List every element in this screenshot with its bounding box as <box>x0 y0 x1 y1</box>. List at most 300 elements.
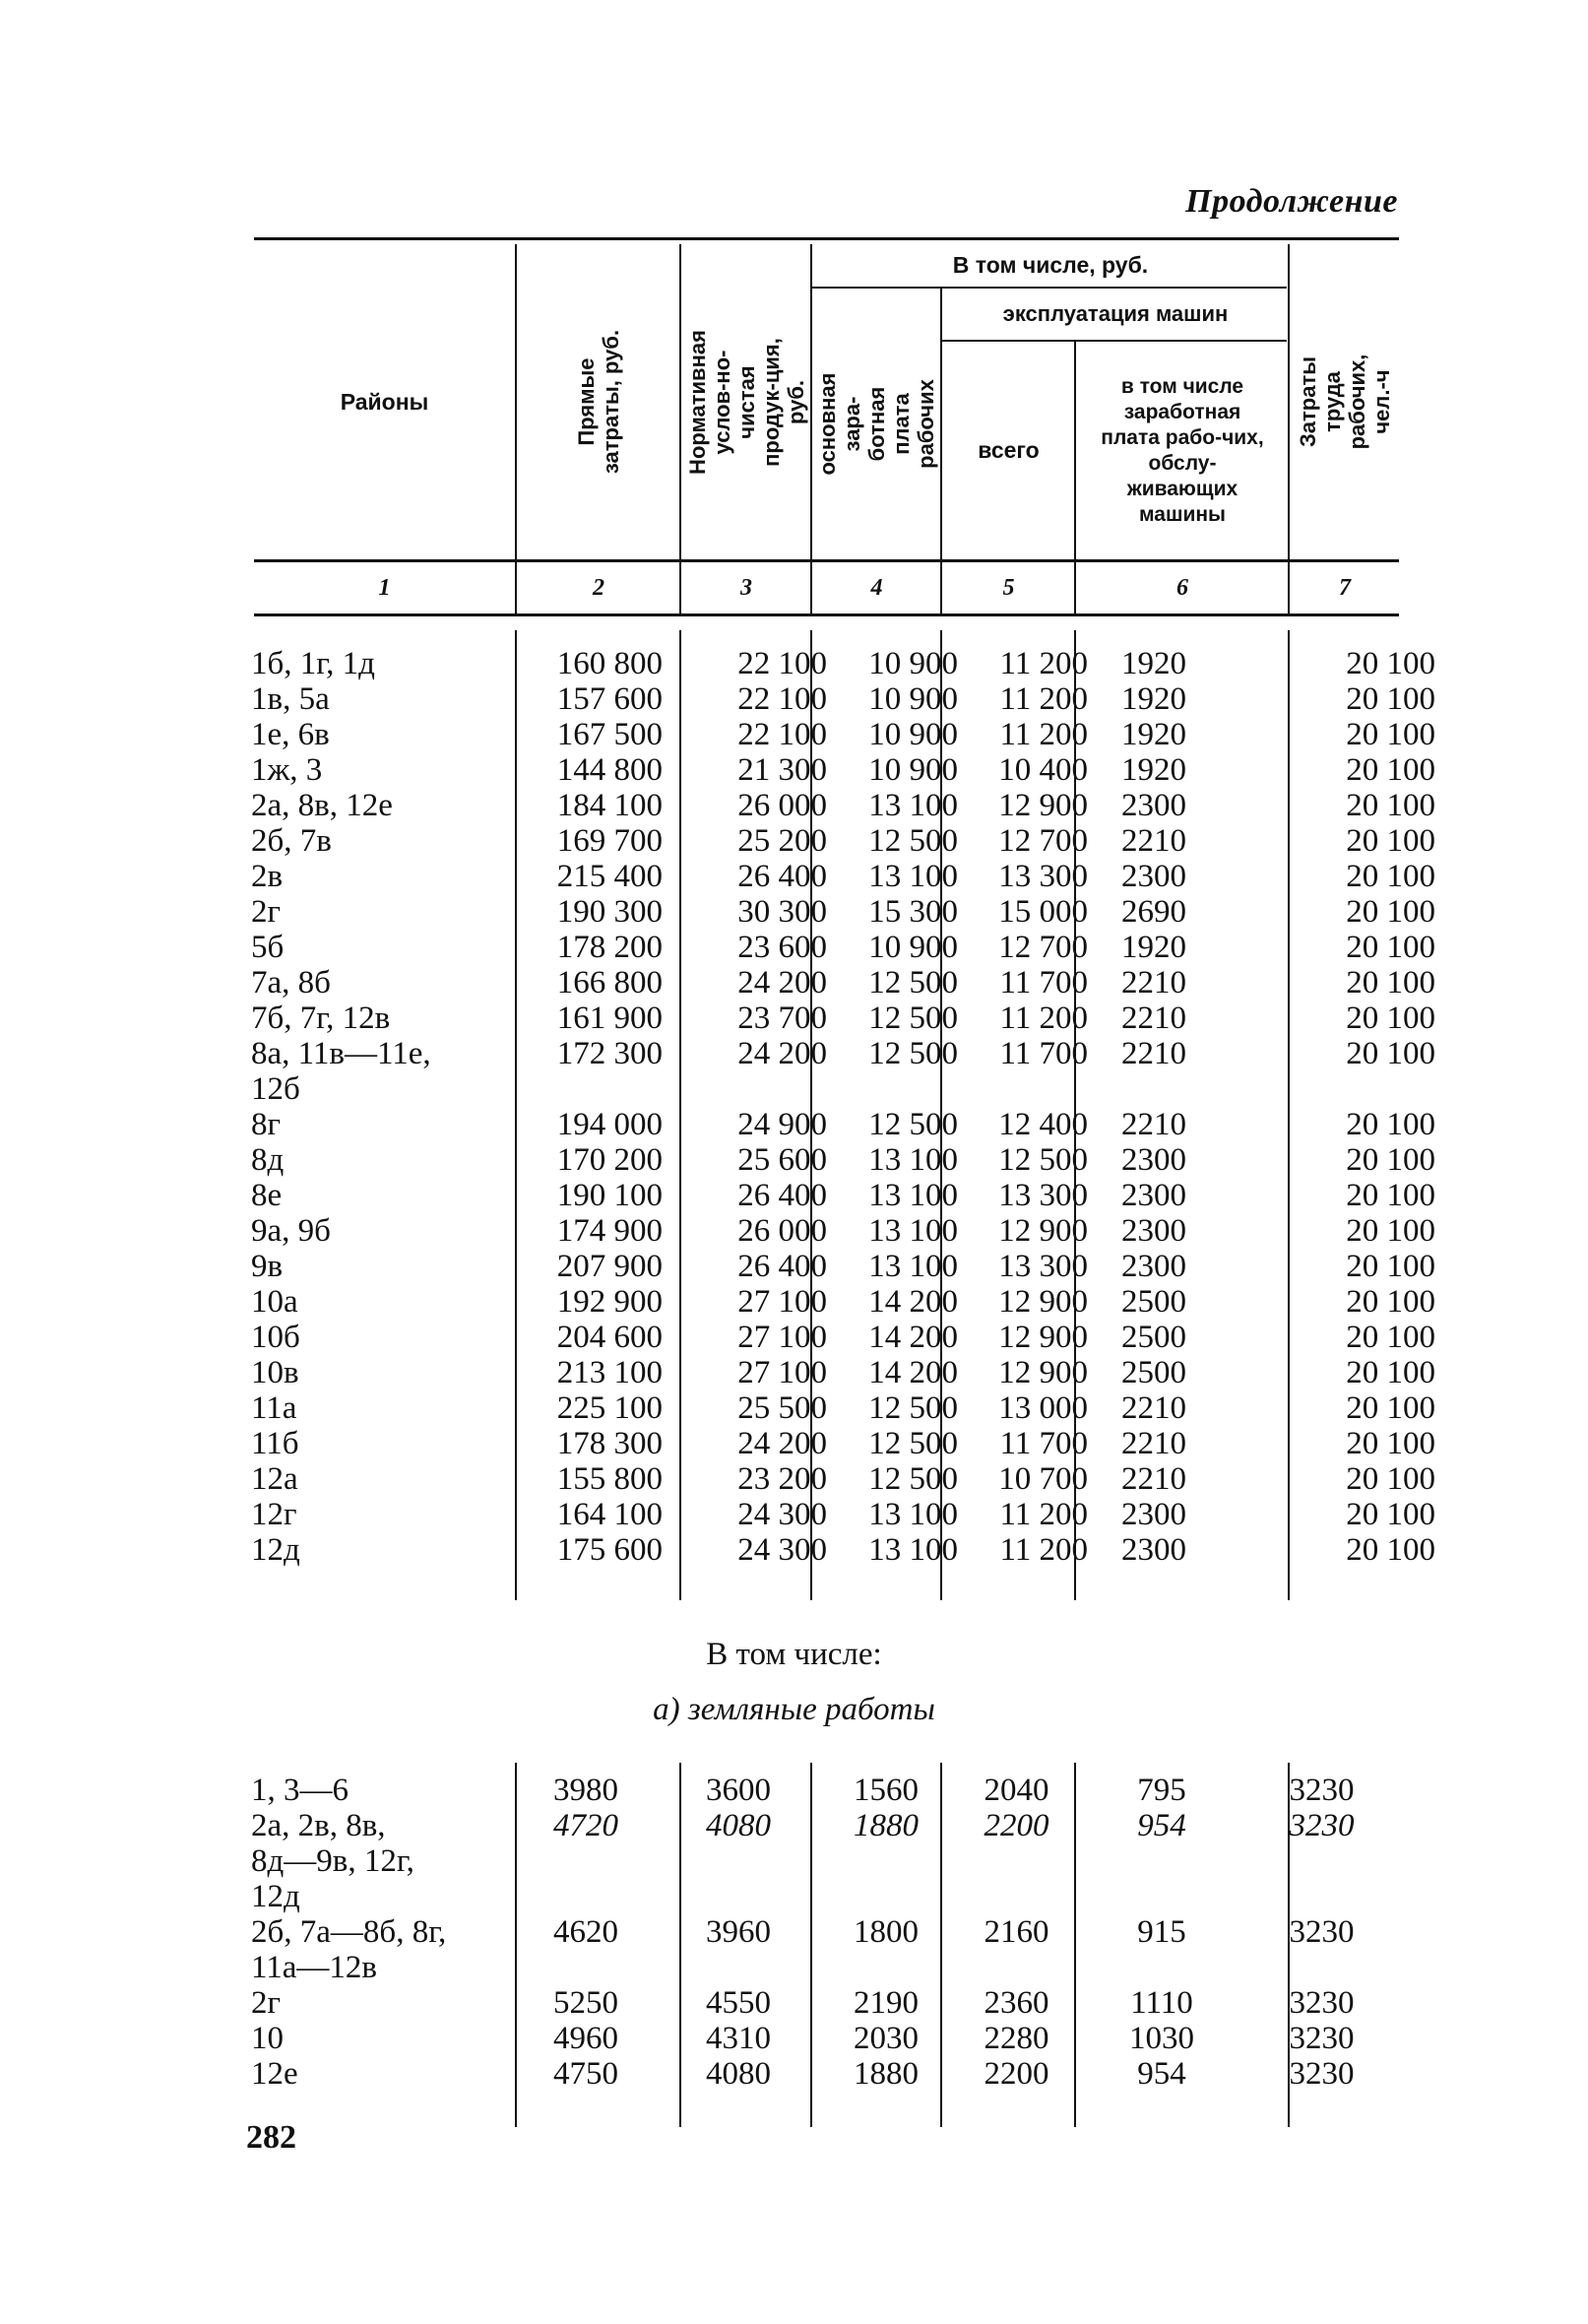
value-cell-c6: 2300 <box>1121 1178 1186 1213</box>
value-cell-c4 <box>822 1879 950 1914</box>
value-cell-c5: 12 500 <box>998 1142 1088 1178</box>
main-table-body <box>251 646 1449 1568</box>
value-cell-c6: 2300 <box>1121 859 1186 894</box>
value-cell-c5: 12 700 <box>998 930 1088 965</box>
value-cell-c3: 3960 <box>706 1914 771 1950</box>
district-cell: 11б <box>251 1426 299 1461</box>
value-cell-c6 <box>1083 1879 1240 1914</box>
header-base-wage-label: основная зара-ботная плата рабочих <box>815 372 938 476</box>
value-cell-c5: 2360 <box>984 1985 1049 2021</box>
district-cell: 1е, 6в <box>251 717 330 752</box>
value-cell-c3: 24 200 <box>737 1426 827 1461</box>
value-cell-c3: 4080 <box>706 2056 771 2092</box>
value-cell-c3: 3600 <box>706 1773 771 1808</box>
value-cell-c3: 26 000 <box>737 788 827 823</box>
value-cell-c5: 13 300 <box>998 859 1088 894</box>
value-cell-c6: 2300 <box>1121 788 1186 823</box>
value-cell-c5 <box>972 1071 1102 1107</box>
value-cell-c7: 20 100 <box>1346 965 1435 1001</box>
value-cell-c3: 26 400 <box>737 859 827 894</box>
value-cell-c6: 2500 <box>1121 1320 1186 1355</box>
numrow-vline-3 <box>810 562 812 613</box>
header-vline-3 <box>810 244 812 559</box>
value-cell-c5: 11 700 <box>999 1426 1088 1461</box>
value-cell-c4: 1560 <box>854 1773 919 1808</box>
value-cell-c3: 27 100 <box>737 1284 827 1320</box>
header-vline-4 <box>940 289 942 559</box>
column-numbers-bottom-rule <box>254 613 1399 616</box>
value-cell-c7: 20 100 <box>1346 1284 1435 1320</box>
column-number-3: 3 <box>740 574 752 601</box>
district-cell: 11а—12в <box>251 1950 378 1985</box>
value-cell-c2: 178 300 <box>556 1426 663 1461</box>
district-cell: 1, 3—6 <box>251 1773 349 1808</box>
value-cell-c5: 13 300 <box>998 1178 1088 1213</box>
value-cell-c5: 11 200 <box>999 1001 1088 1036</box>
header-total-label: всего <box>978 437 1040 463</box>
value-cell-c2: 225 100 <box>556 1390 663 1426</box>
header-wage-of-workers-label: в том числе заработная плата рабо-чих, обслу-живающих машины <box>1101 374 1264 526</box>
numrow-vline-1 <box>515 562 517 613</box>
table-row <box>251 1808 1403 1843</box>
value-cell-c2: 194 000 <box>556 1107 663 1142</box>
value-cell-c5: 2040 <box>984 1773 1049 1808</box>
value-cell-c7: 3230 <box>1289 1773 1355 1808</box>
value-cell-c7 <box>1240 1950 1403 1985</box>
table-row <box>251 1142 1449 1178</box>
value-cell-c6: 954 <box>1137 2056 1186 2092</box>
header-normative-output-label: Нормативная услов-но-чистая продук-ция, руб. <box>684 329 808 475</box>
value-cell-c6: 2210 <box>1121 965 1186 1001</box>
table-row <box>251 717 1449 752</box>
value-cell-c4: 13 100 <box>868 1142 958 1178</box>
value-cell-c4: 1800 <box>854 1914 919 1950</box>
value-cell-c5: 13 300 <box>998 1249 1088 1284</box>
district-cell: 12б <box>251 1071 300 1107</box>
continued-label: Продолжение <box>1185 183 1398 220</box>
value-cell-c5: 11 200 <box>999 646 1088 681</box>
value-cell-c3: 26 000 <box>737 1213 827 1249</box>
value-cell-c3: 24 900 <box>737 1107 827 1142</box>
value-cell-c7: 20 100 <box>1346 752 1435 788</box>
value-cell-c5: 11 200 <box>999 681 1088 717</box>
district-cell: 9в <box>251 1249 284 1284</box>
value-cell-c5: 11 700 <box>999 965 1088 1001</box>
value-cell-c2: 4720 <box>553 1808 618 1843</box>
value-cell-c4: 14 200 <box>868 1284 958 1320</box>
header-including <box>813 244 1288 287</box>
value-cell-c2: 190 300 <box>556 894 663 930</box>
district-cell: 10 <box>251 2021 284 2056</box>
value-cell-c2: 164 100 <box>556 1497 663 1532</box>
value-cell-c6: 2300 <box>1121 1142 1186 1178</box>
value-cell-c2: 166 800 <box>556 965 663 1001</box>
value-cell-c5: 12 900 <box>998 1320 1088 1355</box>
value-cell-c5: 11 200 <box>999 717 1088 752</box>
value-cell-c7: 20 100 <box>1346 1497 1435 1532</box>
value-cell-c4: 10 900 <box>868 717 958 752</box>
value-cell-c4: 12 500 <box>868 823 958 859</box>
value-cell-c2: 160 800 <box>556 646 663 681</box>
value-cell-c2: 155 800 <box>556 1461 663 1497</box>
table-row <box>251 681 1449 717</box>
value-cell-c7: 20 100 <box>1346 1249 1435 1284</box>
value-cell-c6: 2500 <box>1121 1284 1186 1320</box>
table-row <box>251 1532 1449 1568</box>
district-cell: 11а <box>251 1390 297 1426</box>
value-cell-c2: 3980 <box>553 1773 618 1808</box>
table-row <box>251 646 1449 681</box>
value-cell-c6: 1110 <box>1130 1985 1193 2021</box>
header-direct-costs-label: Прямые затраты, руб. <box>574 329 623 475</box>
table-row <box>251 1879 1403 1914</box>
header-including-label: В том числе, руб. <box>952 252 1149 278</box>
value-cell-c2: 4620 <box>553 1914 618 1950</box>
value-cell-c7: 20 100 <box>1346 1461 1435 1497</box>
value-cell-c3: 25 500 <box>737 1390 827 1426</box>
value-cell-c2: 175 600 <box>556 1532 663 1568</box>
table-row <box>251 894 1449 930</box>
table-row <box>251 1178 1449 1213</box>
numrow-vline-2 <box>679 562 681 613</box>
district-cell: 5б <box>251 930 285 965</box>
district-cell: 2б, 7а—8б, 8г, <box>251 1914 447 1950</box>
table-row <box>251 1461 1449 1497</box>
district-cell: 7а, 8б <box>251 965 331 1001</box>
value-cell-c7: 20 100 <box>1346 1213 1435 1249</box>
value-cell-c7: 20 100 <box>1346 681 1435 717</box>
value-cell-c4: 13 100 <box>868 1497 958 1532</box>
header-machine-operation-label: эксплуатация машин <box>1002 301 1229 326</box>
value-cell-c5 <box>950 1950 1083 1985</box>
value-cell-c3: 24 300 <box>737 1497 827 1532</box>
value-cell-c5: 12 900 <box>998 1355 1088 1390</box>
value-cell-c2 <box>517 1879 655 1914</box>
value-cell-c6: 954 <box>1137 1808 1186 1843</box>
header-direct-costs <box>518 244 679 559</box>
value-cell-c4: 14 200 <box>868 1320 958 1355</box>
value-cell-c4: 13 100 <box>868 1178 958 1213</box>
value-cell-c3: 4550 <box>706 1985 771 2021</box>
district-cell: 10в <box>251 1355 299 1390</box>
table-row <box>251 788 1449 823</box>
value-cell-c3: 25 600 <box>737 1142 827 1178</box>
column-number-1: 1 <box>378 574 391 601</box>
value-cell-c5: 12 900 <box>998 788 1088 823</box>
value-cell-c7: 20 100 <box>1346 1107 1435 1142</box>
value-cell-c2: 172 300 <box>556 1036 663 1071</box>
value-cell-c2: 213 100 <box>556 1355 663 1390</box>
district-cell: 8д—9в, 12г, <box>251 1843 414 1879</box>
value-cell-c7: 3230 <box>1289 1914 1355 1950</box>
value-cell-c5: 11 200 <box>999 1497 1088 1532</box>
main-table <box>251 646 1449 1568</box>
value-cell-c6: 2210 <box>1121 1426 1186 1461</box>
value-cell-c4: 12 500 <box>868 1107 958 1142</box>
value-cell-c2: 167 500 <box>556 717 663 752</box>
header-base-wage <box>813 289 940 559</box>
value-cell-c7: 20 100 <box>1346 1178 1435 1213</box>
value-cell-c7 <box>1236 1071 1449 1107</box>
value-cell-c3: 25 200 <box>737 823 827 859</box>
value-cell-c6 <box>1083 1843 1240 1879</box>
value-cell-c4: 13 100 <box>868 1213 958 1249</box>
header-total <box>943 342 1074 559</box>
value-cell-c4: 12 500 <box>868 965 958 1001</box>
value-cell-c3: 23 600 <box>737 930 827 965</box>
value-cell-c4: 10 900 <box>868 752 958 788</box>
value-cell-c4 <box>841 1071 972 1107</box>
value-cell-c2: 5250 <box>553 1985 618 2021</box>
value-cell-c7: 20 100 <box>1346 930 1435 965</box>
district-cell: 9а, 9б <box>251 1213 331 1249</box>
value-cell-c3: 4080 <box>706 1808 771 1843</box>
district-cell: 2б, 7в <box>251 823 332 859</box>
value-cell-c5: 10 700 <box>998 1461 1088 1497</box>
header-vline-5 <box>1074 342 1076 559</box>
value-cell-c6: 1920 <box>1121 646 1186 681</box>
value-cell-c3: 22 100 <box>737 717 827 752</box>
column-number-5: 5 <box>1002 574 1015 601</box>
district-cell: 10б <box>251 1320 300 1355</box>
table-row <box>251 1284 1449 1320</box>
value-cell-c4: 10 900 <box>868 681 958 717</box>
value-cell-c7: 20 100 <box>1346 1426 1435 1461</box>
column-number-7: 7 <box>1339 574 1351 601</box>
table-row <box>251 1843 1403 1879</box>
value-cell-c5: 11 700 <box>999 1036 1088 1071</box>
value-cell-c5: 10 400 <box>998 752 1088 788</box>
value-cell-c6: 1920 <box>1121 752 1186 788</box>
header-wage-of-workers <box>1077 342 1288 559</box>
value-cell-c5 <box>950 1879 1083 1914</box>
value-cell-c2: 169 700 <box>556 823 663 859</box>
value-cell-c5: 12 900 <box>998 1213 1088 1249</box>
value-cell-c2: 174 900 <box>556 1213 663 1249</box>
value-cell-c3: 23 200 <box>737 1461 827 1497</box>
table-row <box>251 1914 1403 1950</box>
value-cell-c7: 20 100 <box>1346 1001 1435 1036</box>
table-row <box>251 1001 1449 1036</box>
table-row <box>251 1426 1449 1461</box>
value-cell-c3: 22 100 <box>737 681 827 717</box>
earthworks-table-body <box>251 1773 1403 2092</box>
value-cell-c5: 12 900 <box>998 1284 1088 1320</box>
district-cell: 8е <box>251 1178 283 1213</box>
value-cell-c6: 2210 <box>1121 1001 1186 1036</box>
table-row <box>251 2021 1403 2056</box>
district-cell: 12а <box>251 1461 298 1497</box>
value-cell-c2: 157 600 <box>556 681 663 717</box>
district-cell: 12е <box>251 2056 298 2092</box>
table-row <box>251 859 1449 894</box>
value-cell-c6: 2300 <box>1121 1249 1186 1284</box>
table-row <box>251 965 1449 1001</box>
value-cell-c4: 15 300 <box>868 894 958 930</box>
value-cell-c7: 3230 <box>1289 2021 1355 2056</box>
header-machine-operation <box>943 289 1288 340</box>
value-cell-c4: 12 500 <box>868 1426 958 1461</box>
value-cell-c2: 192 900 <box>556 1284 663 1320</box>
value-cell-c4: 13 100 <box>868 788 958 823</box>
header-districts <box>254 244 515 559</box>
district-cell: 1б, 1г, 1д <box>251 646 375 681</box>
header-vline-2 <box>679 244 681 559</box>
district-cell: 1ж, 3 <box>251 752 323 788</box>
value-cell-c3: 22 100 <box>737 646 827 681</box>
numrow-vline-4 <box>940 562 942 613</box>
value-cell-c2: 4750 <box>553 2056 618 2092</box>
value-cell-c2: 184 100 <box>556 788 663 823</box>
value-cell-c2: 207 900 <box>556 1249 663 1284</box>
value-cell-c4: 12 500 <box>868 1001 958 1036</box>
value-cell-c6: 915 <box>1137 1914 1186 1950</box>
value-cell-c4: 1880 <box>854 1808 919 1843</box>
value-cell-c2: 161 900 <box>556 1001 663 1036</box>
value-cell-c3: 27 100 <box>737 1320 827 1355</box>
page-number: 282 <box>246 2119 296 2156</box>
district-cell: 12г <box>251 1497 297 1532</box>
value-cell-c7: 20 100 <box>1346 1355 1435 1390</box>
value-cell-c2: 144 800 <box>556 752 663 788</box>
table-row <box>251 1773 1403 1808</box>
value-cell-c4: 2030 <box>854 2021 919 2056</box>
numrow-vline-6 <box>1288 562 1290 613</box>
earthworks-table <box>251 1773 1403 2092</box>
value-cell-c6: 1920 <box>1121 930 1186 965</box>
value-cell-c3 <box>655 1950 822 1985</box>
value-cell-c5: 15 000 <box>998 894 1088 930</box>
value-cell-c7: 3230 <box>1289 1985 1355 2021</box>
value-cell-c6: 2210 <box>1121 1036 1186 1071</box>
table-row <box>251 1355 1449 1390</box>
value-cell-c5: 2160 <box>984 1914 1049 1950</box>
section-subtitle: а) земляные работы <box>653 1692 935 1727</box>
value-cell-c2 <box>517 1950 655 1985</box>
section-title: В том числе: <box>706 1637 882 1672</box>
value-cell-c3: 26 400 <box>737 1178 827 1213</box>
value-cell-c2 <box>517 1071 676 1107</box>
table-row <box>251 1497 1449 1532</box>
district-cell: 2а, 2в, 8в, <box>251 1808 386 1843</box>
district-cell: 1в, 5а <box>251 681 330 717</box>
value-cell-c4 <box>822 1843 950 1879</box>
value-cell-c7: 20 100 <box>1346 894 1435 930</box>
value-cell-c2: 170 200 <box>556 1142 663 1178</box>
value-cell-c6: 2690 <box>1121 894 1186 930</box>
table-row <box>251 823 1449 859</box>
header-vline-1 <box>515 244 517 559</box>
value-cell-c5: 12 700 <box>998 823 1088 859</box>
value-cell-c2: 204 600 <box>556 1320 663 1355</box>
value-cell-c6: 2210 <box>1121 1107 1186 1142</box>
numrow-vline-5 <box>1074 562 1076 613</box>
header-districts-label: Районы <box>340 388 429 415</box>
table-row <box>251 1320 1449 1355</box>
district-cell: 2в <box>251 859 284 894</box>
value-cell-c4: 13 100 <box>868 859 958 894</box>
value-cell-c4: 10 900 <box>868 646 958 681</box>
column-number-2: 2 <box>593 574 604 601</box>
value-cell-c6: 2300 <box>1121 1532 1186 1568</box>
value-cell-c6: 2300 <box>1121 1497 1186 1532</box>
table-row <box>251 752 1449 788</box>
value-cell-c6: 1920 <box>1121 717 1186 752</box>
value-cell-c4: 2190 <box>854 1985 919 2021</box>
column-number-4: 4 <box>870 574 883 601</box>
value-cell-c5: 13 000 <box>998 1390 1088 1426</box>
value-cell-c6: 2500 <box>1121 1355 1186 1390</box>
value-cell-c3: 23 700 <box>737 1001 827 1036</box>
value-cell-c3: 21 300 <box>737 752 827 788</box>
header-normative-output <box>682 244 810 559</box>
table-row <box>251 930 1449 965</box>
value-cell-c6: 2210 <box>1121 823 1186 859</box>
value-cell-c5: 2200 <box>984 2056 1049 2092</box>
value-cell-c7: 20 100 <box>1346 1142 1435 1178</box>
value-cell-c6: 2210 <box>1121 1461 1186 1497</box>
value-cell-c7: 3230 <box>1289 2056 1355 2092</box>
district-cell: 12д <box>251 1879 300 1914</box>
value-cell-c3: 24 200 <box>737 965 827 1001</box>
header-vline-6 <box>1288 244 1290 559</box>
header-labor-costs <box>1291 244 1399 559</box>
value-cell-c7: 20 100 <box>1346 717 1435 752</box>
value-cell-c3 <box>676 1071 841 1107</box>
table-row <box>251 1107 1449 1142</box>
table-row <box>251 1249 1449 1284</box>
value-cell-c6 <box>1083 1950 1240 1985</box>
value-cell-c7 <box>1240 1843 1403 1879</box>
column-number-6: 6 <box>1176 574 1188 601</box>
value-cell-c6 <box>1102 1071 1236 1107</box>
value-cell-c5 <box>950 1843 1083 1879</box>
value-cell-c2 <box>517 1843 655 1879</box>
value-cell-c6: 2210 <box>1121 1390 1186 1426</box>
value-cell-c7: 20 100 <box>1346 1036 1435 1071</box>
district-cell: 2г <box>251 894 282 930</box>
value-cell-c3 <box>655 1879 822 1914</box>
value-cell-c4: 12 500 <box>868 1390 958 1426</box>
value-cell-c6: 795 <box>1137 1773 1186 1808</box>
table-row <box>251 1390 1449 1426</box>
table-row <box>251 1213 1449 1249</box>
value-cell-c4: 14 200 <box>868 1355 958 1390</box>
value-cell-c5: 11 200 <box>999 1532 1088 1568</box>
value-cell-c3: 30 300 <box>737 894 827 930</box>
district-cell: 2а, 8в, 12е <box>251 788 393 823</box>
value-cell-c6: 1030 <box>1129 2021 1194 2056</box>
value-cell-c2: 178 200 <box>556 930 663 965</box>
value-cell-c2: 4960 <box>553 2021 618 2056</box>
table-row <box>251 1036 1449 1071</box>
value-cell-c7: 20 100 <box>1346 823 1435 859</box>
value-cell-c3: 27 100 <box>737 1355 827 1390</box>
value-cell-c7: 20 100 <box>1346 859 1435 894</box>
value-cell-c7: 20 100 <box>1346 1320 1435 1355</box>
value-cell-c4: 12 500 <box>868 1036 958 1071</box>
value-cell-c5: 2200 <box>984 1808 1049 1843</box>
district-cell: 8г <box>251 1107 282 1142</box>
value-cell-c6: 1920 <box>1121 681 1186 717</box>
value-cell-c4: 13 100 <box>868 1249 958 1284</box>
value-cell-c7: 20 100 <box>1346 646 1435 681</box>
header-labor-costs-label: Затраты труда рабочих, чел.-ч <box>1296 354 1394 450</box>
value-cell-c4 <box>822 1950 950 1985</box>
district-cell: 8а, 11в—11е, <box>251 1036 431 1071</box>
value-cell-c7: 3230 <box>1289 1808 1355 1843</box>
value-cell-c2: 215 400 <box>556 859 663 894</box>
